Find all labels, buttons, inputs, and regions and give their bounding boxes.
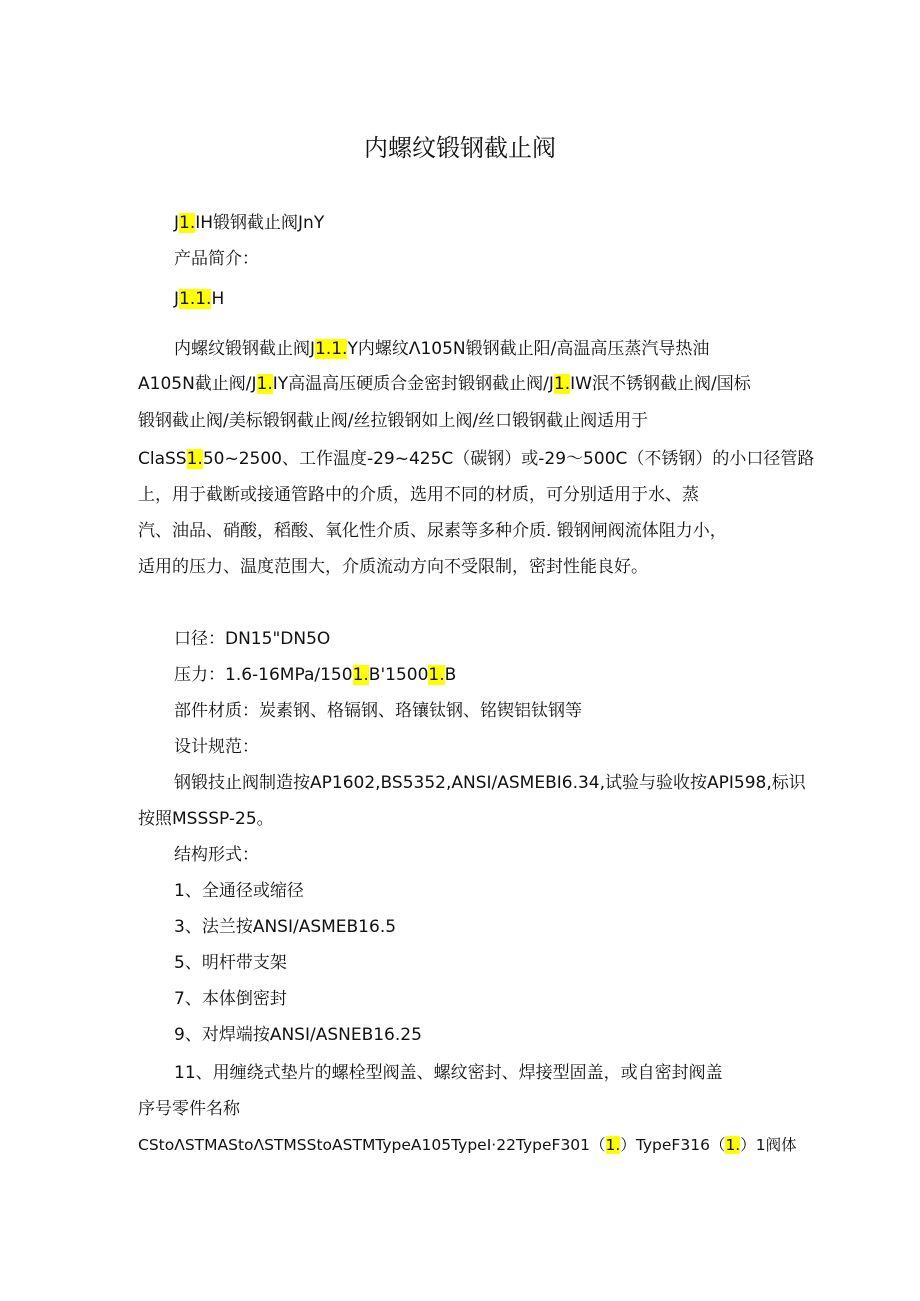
highlight: 1.: [428, 665, 445, 685]
highlight: 1.1.: [179, 289, 212, 309]
design-label: 设计规范：: [174, 737, 259, 757]
intro-label: 产品简介：: [174, 249, 259, 269]
list-item: 11、用缠绕式垫片的螺栓型阀盖、螺纹密封、焊接型固盖，或自密封阀盖: [174, 1063, 723, 1083]
text-segment: IY高温高压硬质合金密封锻钢截止阀/J: [272, 374, 554, 394]
text-segment: CStoΛSTMAStoΛSTMSStoASTMTypeA105TypeI·22TypeF301（: [138, 1136, 606, 1154]
text-segment: A105N截止阀/J: [138, 374, 257, 394]
parts-label: 序号零件名称: [138, 1099, 240, 1119]
design-line2: 按照MSSSP-25。: [138, 809, 274, 829]
document-title: 内螺纹锻钢截止阀: [364, 134, 556, 162]
text-segment: Y内螺纹Λ105N锻钢截止阳/高温高压蒸汽导热油: [347, 339, 710, 359]
text-segment: H: [211, 289, 225, 309]
list-item: 5、明杆带支架: [174, 953, 287, 973]
text-segment: ）1阀体: [740, 1136, 797, 1154]
highlight: 1.: [553, 374, 571, 394]
para1-line1: [174, 338, 709, 360]
para1-line3: 锻钢截止阀/美标锻钢截止阀/丝拉锻钢如上阀/丝口锻钢截止阀适用于: [138, 411, 649, 431]
list-item: 9、对焊端按ANSI/ASNEB16.25: [174, 1025, 422, 1045]
highlight: 1.: [725, 1136, 741, 1154]
model-code: [174, 288, 224, 310]
para1-line5: 上，用于截断或接通管路中的介质，选用不同的材质，可分别适用于水、蒸: [138, 485, 699, 505]
diameter-line: 口径：DN15"DN5O: [174, 629, 331, 649]
text-segment: J: [174, 289, 180, 309]
highlight: 1.1.: [315, 339, 348, 359]
highlight: 1.: [179, 213, 196, 233]
list-item: 3、法兰按ANSI/ASMEB16.5: [174, 917, 397, 937]
text-segment: 内螺纹锻钢截止阀J: [174, 339, 316, 359]
design-line1: 钢锻技止阀制造按AP1602,BS5352,ANSI/ASMEBI6.34,试验与验收按API598,标识: [174, 773, 806, 793]
text-segment: B: [444, 665, 457, 685]
para1-line7: 适用的压力、温度范围大，介质流动方向不受限制，密封性能良好。: [138, 557, 648, 577]
list-item: 1、全通径或缩径: [174, 881, 304, 901]
highlight: 1.: [352, 665, 369, 685]
text-segment: 压力：1.6-16MPa∕150: [174, 665, 353, 685]
model-line: [174, 212, 324, 234]
text-segment: ）TypeF316（: [620, 1136, 726, 1154]
material-line: 部件材质：炭素钢、格镉钢、珞镶钛钢、铭锲铝钛钢等: [174, 701, 582, 721]
highlight: 1.: [605, 1136, 621, 1154]
text-segment: J: [174, 213, 180, 233]
text-segment: B'1500: [368, 665, 429, 685]
text-segment: IH锻钢截止阀JnY: [195, 213, 325, 233]
pressure-line: [174, 664, 456, 686]
text-segment: 50~2500、工作温度-29~425C（碳钢）或-29～500C（不锈钢）的小口径管路: [202, 449, 815, 469]
para1-line2: [138, 373, 751, 395]
structure-label: 结构形式：: [174, 845, 259, 865]
list-item: 7、本体倒密封: [174, 989, 287, 1009]
parts-line: [138, 1134, 797, 1156]
para1-line4: [138, 448, 814, 470]
text-segment: ClaSS: [138, 449, 187, 469]
para1-line6: 汽、油品、硝酸，稻酸、氧化性介质、尿素等多种介质. 锻钢闸阀流体阻力小，: [138, 521, 727, 541]
highlight: 1.: [256, 374, 273, 394]
highlight: 1.: [186, 449, 203, 469]
text-segment: IW泯不锈钢截止阀/国标: [570, 374, 751, 394]
